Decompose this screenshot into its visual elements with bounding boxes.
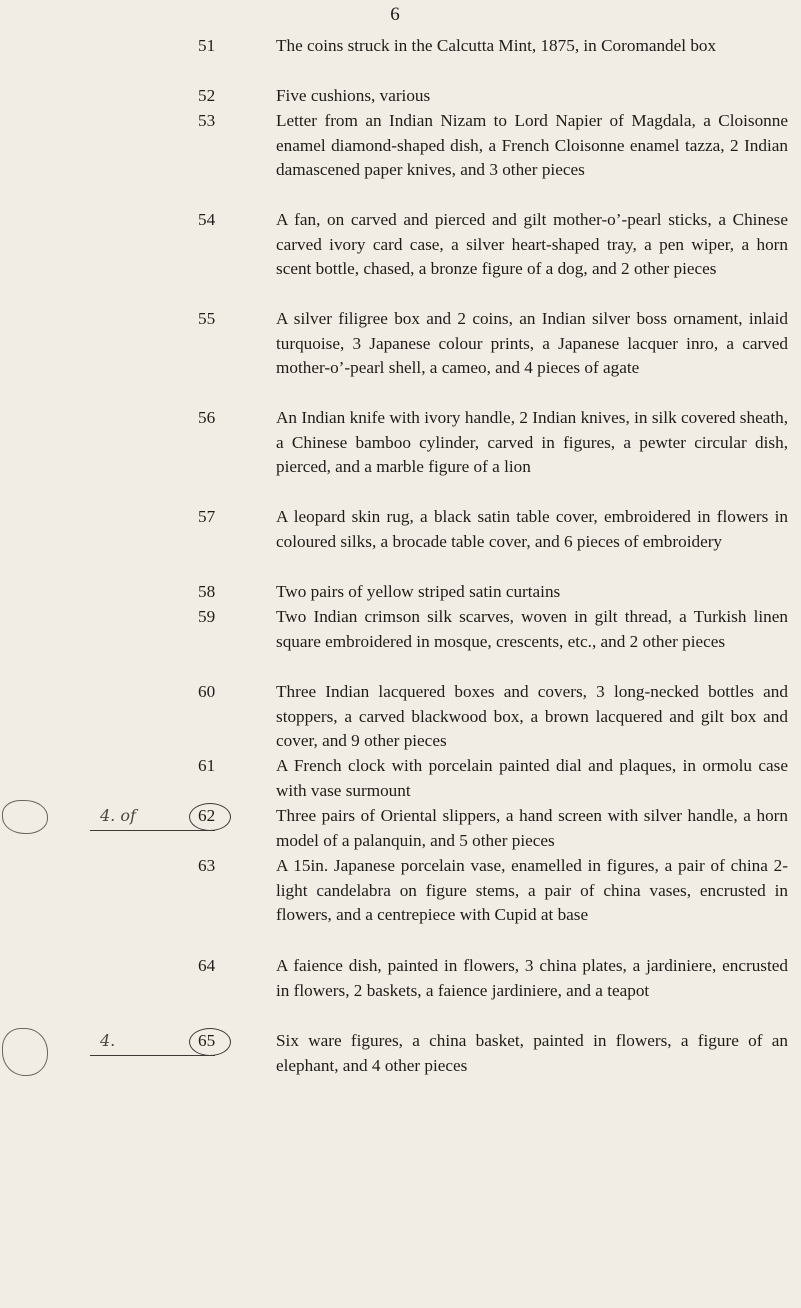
lot-number: 56 <box>198 408 216 427</box>
lot-number: 58 <box>198 582 216 601</box>
lot-description: Six ware figures, a china basket, painted in flowers, a figure of an elephant, and 4 other pieces <box>276 1031 788 1075</box>
lot-number: 63 <box>198 856 216 875</box>
lot-number: 54 <box>198 210 216 229</box>
lot-number: 60 <box>198 682 216 701</box>
lot-number: 59 <box>198 607 216 626</box>
annotation-underline <box>90 1055 215 1056</box>
lot-description: A silver filigree box and 2 coins, an Indian silver boss ornament, inlaid turquoise, 3 Japanese colour prints, a Japanese lacquer inro, a carved mother-o’-pearl shell, a cameo, and 4 pieces of agate <box>276 309 788 378</box>
lot-description: Two Indian crimson silk scarves, woven in gilt thread, a Turkish linen square embroidered in mosque, crescents, etc., and 2 other pieces <box>276 607 788 651</box>
lot-description: Letter from an Indian Nizam to Lord Napier of Magdala, a Cloisonne enamel diamond-shaped dish, a French Cloisonne enamel tazza, 2 Indian damascened paper knives, and 3 other pieces <box>276 111 788 180</box>
lot-number: 53 <box>198 111 216 130</box>
page-number: 6 <box>390 4 400 25</box>
annotation-underline <box>90 830 215 831</box>
lot-description: A 15in. Japanese porcelain vase, enamelled in figures, a pair of china 2-light candelabra on figure stems, a pair of china vases, encrusted in flowers, and a centrepiece with Cupid at base <box>276 856 788 925</box>
lot-number: 65 <box>198 1031 216 1050</box>
lot-circle-mark <box>189 1028 231 1056</box>
lot-description: A fan, on carved and pierced and gilt mother-o’-pearl sticks, a Chinese carved ivory card case, a silver heart-shaped tray, a pen wiper, a horn scent bottle, chased, a bronze figure of a dog, and 2 other pieces <box>276 210 788 279</box>
lot-number: 55 <box>198 309 216 328</box>
lot-number: 51 <box>198 36 216 55</box>
lot-description: Five cushions, various <box>276 86 431 105</box>
lot-description: Three Indian lacquered boxes and covers, 3 long-necked bottles and stoppers, a carved blackwood box, a brown lacquered and gilt box and cover, and 9 other pieces <box>276 682 788 751</box>
lot-number: 52 <box>198 86 216 105</box>
lot-description: The coins struck in the Calcutta Mint, 1875, in Coromandel box <box>276 36 717 55</box>
lot-number: 64 <box>198 956 216 975</box>
margin-annotation: 4. <box>100 1031 116 1050</box>
margin-ink-mark <box>2 800 48 834</box>
margin-ink-mark <box>2 1028 48 1076</box>
lot-circle-mark <box>189 803 231 831</box>
lot-description: A French clock with porcelain painted dial and plaques, in ormolu case with vase surmount <box>276 756 788 800</box>
lot-description: An Indian knife with ivory handle, 2 Indian knives, in silk covered sheath, a Chinese bamboo cylinder, carved in figures, a pewter circular dish, pierced, and a marble figure of a lion <box>276 408 788 477</box>
lot-number: 57 <box>198 507 216 526</box>
lot-number: 61 <box>198 756 216 775</box>
lot-description: A faience dish, painted in flowers, 3 china plates, a jardiniere, encrusted in flowers, 2 baskets, a faience jardiniere, and a teapot <box>276 956 788 1000</box>
lot-description: Three pairs of Oriental slippers, a hand screen with silver handle, a horn model of a palanquin, and 5 other pieces <box>276 806 788 850</box>
lot-description: A leopard skin rug, a black satin table cover, embroidered in flowers in coloured silks, a brocade table cover, and 6 pieces of embroidery <box>276 507 788 551</box>
lot-number: 62 <box>198 806 216 825</box>
margin-annotation: 4. of <box>100 806 136 825</box>
lot-description: Two pairs of yellow striped satin curtains <box>276 582 561 601</box>
